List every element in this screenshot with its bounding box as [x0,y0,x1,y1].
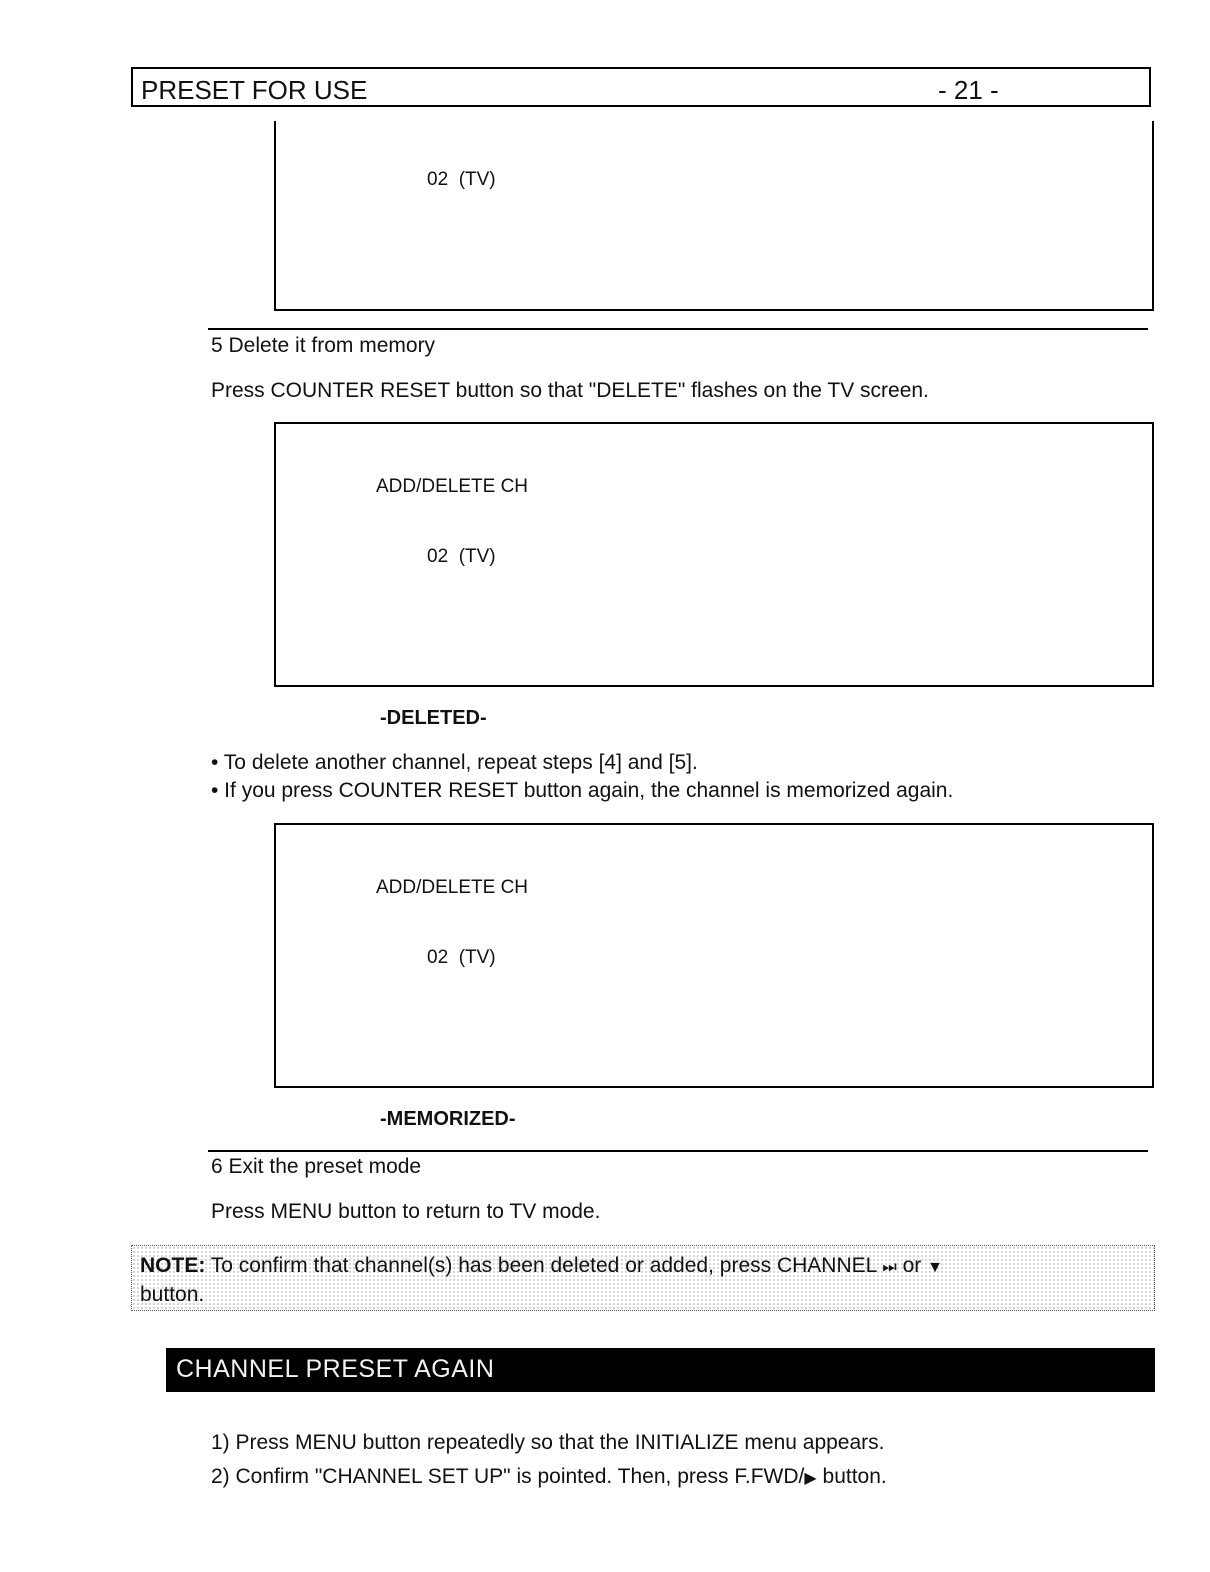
tv-screen-top [274,121,1154,311]
screen-channel: 02 (TV) [427,169,496,190]
section-banner [166,1348,1155,1392]
screen-heading: ADD/DELETE CH [376,476,529,497]
step-5-title: 5 Delete it from memory [211,334,436,357]
skip-forward-icon: ⏭ [882,1259,897,1276]
note-label: NOTE: [140,1254,206,1277]
tv-screen-deleted [274,422,1154,687]
page-number: - 21 - [938,75,999,105]
section-heading: PRESET FOR USE [141,75,368,105]
screen-channel: 02 (TV) [427,546,496,567]
play-icon: ▶ [804,1470,817,1487]
list-item-text: button. [816,1465,887,1488]
bullet-item: • If you press COUNTER RESET button again, the channel is memorized again. [211,779,954,802]
bullet-item: • To delete another channel, repeat steps [4] and [5]. [211,751,698,774]
page-header [131,67,1151,107]
memorized-status: -MEMORIZED- [380,1108,516,1130]
list-item [211,1465,887,1489]
list-item: 1) Press MENU button repeatedly so that the INITIALIZE menu appears. [211,1431,885,1454]
deleted-status: -DELETED- [380,707,487,729]
screen-channel: 02 (TV) [427,947,496,968]
step-6-title: 6 Exit the preset mode [211,1155,422,1178]
note-line [140,1252,1146,1281]
step-5-instruction: Press COUNTER RESET button so that "DELETE" flashes on the TV screen. [211,379,929,402]
note-box [131,1245,1155,1311]
tv-screen-memorized [274,823,1154,1088]
screen-heading: ADD/DELETE CH [376,877,529,898]
list-item-text: 2) Confirm "CHANNEL SET UP" is pointed. Then, press F.FWD/ [211,1465,805,1488]
step-6-instruction: Press MENU button to return to TV mode. [211,1200,601,1223]
section-title: CHANNEL PRESET AGAIN [176,1355,495,1383]
divider [208,1150,1148,1152]
down-triangle-icon: ▼ [927,1259,943,1276]
note-text: To confirm that channel(s) has been deleted or added, press CHANNEL [205,1254,883,1277]
note-text: or [896,1254,928,1277]
divider [208,328,1148,330]
note-line: button. [140,1283,205,1306]
